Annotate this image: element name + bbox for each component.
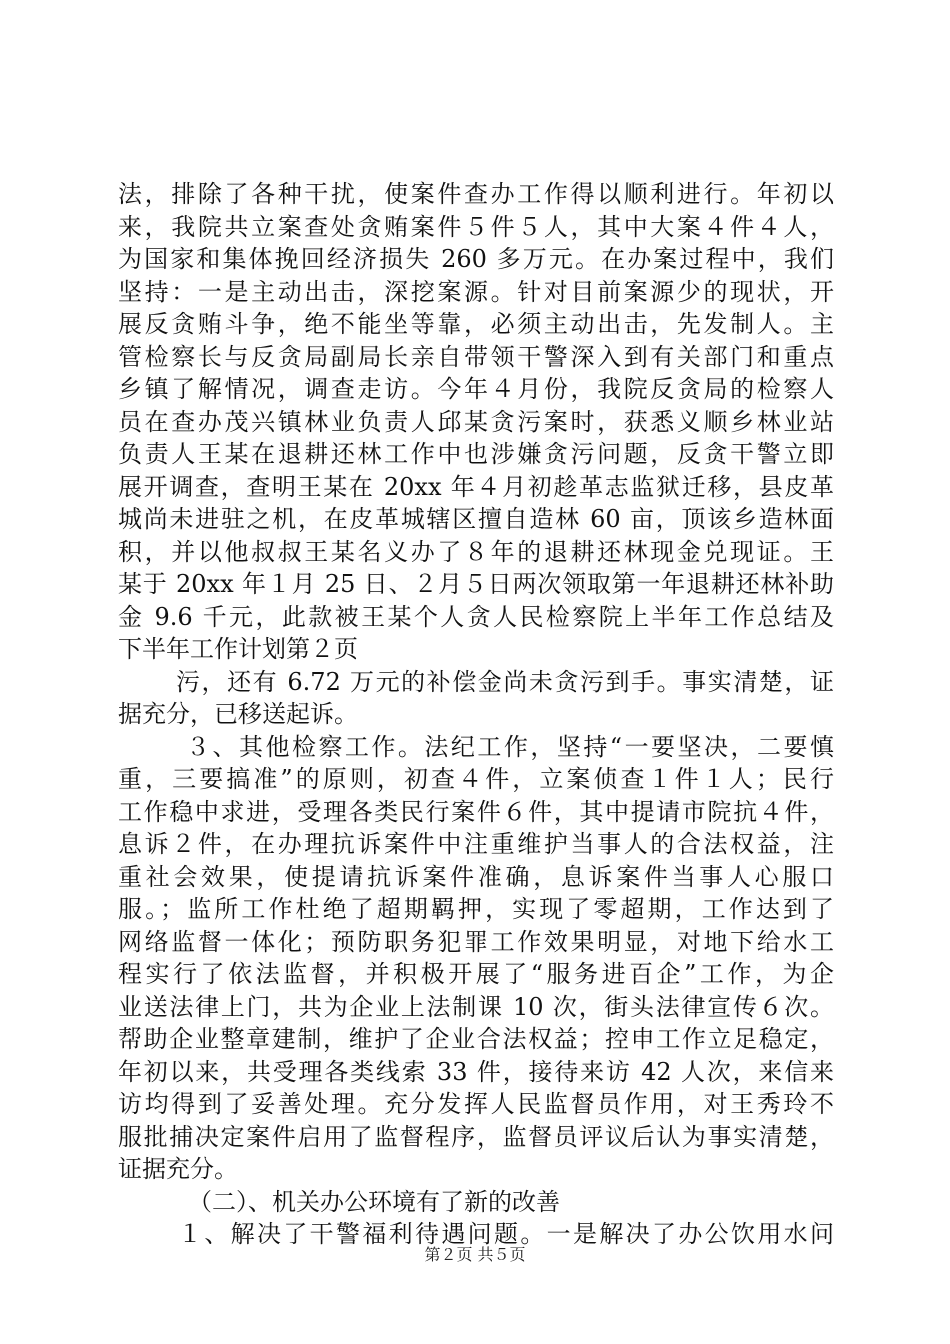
text-line: 年初以来，共受理各类线索 33 件，接待来访 42 人次，来信来 [118,1057,834,1086]
text-line: 下半年工作计划第２页 [118,635,358,663]
text-line: 金 9.6 千元，此款被王某个人贪人民检察院上半年工作总结及 [118,602,834,631]
text-line: 城尚未进驻之机，在皮革城辖区擅自造林 60 亩，顶该乡造林面 [118,505,834,533]
text-line: 工作稳中求进，受理各类民行案件６件，其中提请市院抗４件， [118,797,834,826]
text-line: 网络监督一体化；预防职务犯罪工作效果明显，对地下给水工 [118,927,834,956]
text-line: 帮助企业整章建制，维护了企业合法权益；控申工作立足稳定， [118,1025,834,1053]
text-line: 据充分，已移送起诉。 [118,700,358,728]
text-line: 负责人王某在退耕还林工作中也涉嫌贪污问题，反贪干警立即 [118,440,834,468]
text-line: 法，排除了各种干扰，使案件查办工作得以顺利进行。年初以 [118,180,834,208]
text-line: 业送法律上门，共为企业上法制课 10 次，街头法律宣传６次。 [118,992,834,1021]
text-line: 服批捕决定案件启用了监督程序，监督员评议后认为事实清楚， [118,1122,834,1151]
text-line: 展开调查，查明王某在 20xx 年４月初趁革志监狱迁移，县皮革 [118,472,834,501]
text-line: 程实行了依法监督，并积极开展了“服务进百企”工作，为企 [118,960,834,988]
text-line: １、解决了干警福利待遇问题。一是解决了办公饮用水问 [178,1220,834,1248]
text-line: 乡镇了解情况，调查走访。今年４月份，我院反贪局的检察人 [118,375,834,403]
text-line: 坚持：一是主动出击，深挖案源。针对目前案源少的现状，开 [118,277,834,306]
document-body [118,178,834,1251]
text-line: 息诉２件，在办理抗诉案件中注重维护当事人的合法权益，注 [118,830,834,858]
text-line: 重社会效果，使提请抗诉案件准确，息诉案件当事人心服口 [118,862,834,891]
text-line: 展反贪贿斗争，绝不能坐等靠，必须主动出击，先发制人。主 [118,310,834,338]
text-line: 来，我院共立案查处贪贿案件５件５人，其中大案４件４人， [118,212,834,241]
text-line: 污，还有 6.72 万元的补偿金尚未贪污到手。事实清楚，证 [176,667,834,696]
text-line: ３、其他检察工作。法纪工作，坚持“一要坚决，二要慎 [186,732,834,761]
text-line: 服。；监所工作杜绝了超期羁押，实现了零超期，工作达到了 [118,895,834,923]
text-line: 证据充分。 [118,1155,238,1183]
page-number-footer: 第２页 共５页 [424,1245,526,1264]
section-heading: （二）、机关办公环境有了新的改善 [188,1187,560,1216]
text-line: 访均得到了妥善处理。充分发挥人民监督员作用，对王秀玲不 [118,1090,834,1118]
text-line: 管检察长与反贪局副局长亲自带领干警深入到有关部门和重点 [118,342,834,371]
text-line: 某于 20xx 年１月 25 日、２月５日两次领取第一年退耕还林补助 [118,570,834,598]
text-line: 员在查办茂兴镇林业负责人邱某贪污案时，获悉义顺乡林业站 [118,407,834,436]
text-line: 重，三要搞准”的原则，初查４件，立案侦查１件１人；民行 [118,765,834,793]
text-line: 为国家和集体挽回经济损失 260 多万元。在办案过程中，我们 [118,245,834,273]
text-line: 积，并以他叔叔王某名义办了８年的退耕还林现金兑现证。王 [118,537,834,566]
